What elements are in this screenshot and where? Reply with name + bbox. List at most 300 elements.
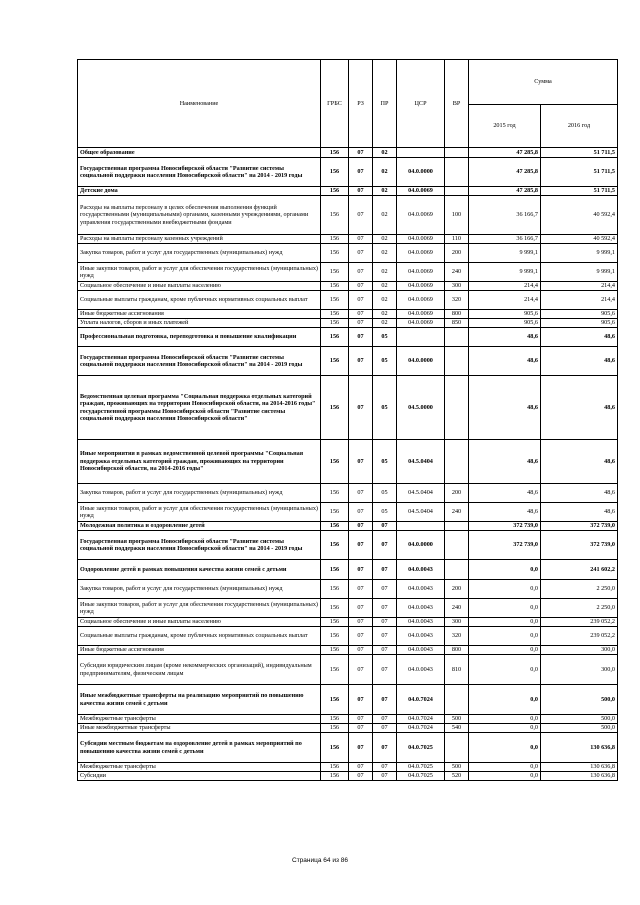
row-amount-2015: 0,0 bbox=[469, 646, 541, 655]
row-rz: 07 bbox=[349, 646, 373, 655]
row-csr: 04.0.0069 bbox=[397, 235, 445, 244]
table-row bbox=[78, 580, 618, 599]
table-row bbox=[78, 627, 618, 646]
row-csr: 04.0.0000 bbox=[397, 531, 445, 560]
row-vr: 110 bbox=[445, 235, 469, 244]
row-name: Детские дома bbox=[78, 187, 321, 196]
row-pr: 05 bbox=[373, 440, 397, 484]
row-pr: 02 bbox=[373, 196, 397, 235]
row-rz: 07 bbox=[349, 187, 373, 196]
table-row bbox=[78, 531, 618, 560]
table-row bbox=[78, 196, 618, 235]
row-grbs: 156 bbox=[321, 715, 349, 724]
row-amount-2016: 241 602,2 bbox=[541, 560, 618, 580]
row-vr: 300 bbox=[445, 618, 469, 627]
row-grbs: 156 bbox=[321, 772, 349, 781]
row-vr: 240 bbox=[445, 263, 469, 282]
row-name: Иные закупки товаров, работ и услуг для обеспечения государственных (муниципальных) нужд bbox=[78, 503, 321, 522]
row-pr: 07 bbox=[373, 618, 397, 627]
row-grbs: 156 bbox=[321, 291, 349, 310]
row-amount-2015: 905,6 bbox=[469, 310, 541, 319]
row-rz: 07 bbox=[349, 196, 373, 235]
row-rz: 07 bbox=[349, 148, 373, 158]
row-pr: 02 bbox=[373, 291, 397, 310]
row-grbs: 156 bbox=[321, 235, 349, 244]
row-grbs: 156 bbox=[321, 560, 349, 580]
row-grbs: 156 bbox=[321, 763, 349, 772]
row-rz: 07 bbox=[349, 263, 373, 282]
row-rz: 07 bbox=[349, 715, 373, 724]
row-csr: 04.0.0000 bbox=[397, 158, 445, 187]
row-vr bbox=[445, 560, 469, 580]
row-csr: 04.0.0069 bbox=[397, 310, 445, 319]
row-csr: 04.0.0069 bbox=[397, 263, 445, 282]
row-amount-2015: 0,0 bbox=[469, 560, 541, 580]
row-grbs: 156 bbox=[321, 328, 349, 347]
table-row bbox=[78, 715, 618, 724]
row-pr: 02 bbox=[373, 244, 397, 263]
row-pr: 07 bbox=[373, 655, 397, 685]
row-vr: 200 bbox=[445, 484, 469, 503]
row-amount-2016: 130 636,8 bbox=[541, 763, 618, 772]
row-pr: 02 bbox=[373, 187, 397, 196]
row-amount-2015: 0,0 bbox=[469, 685, 541, 715]
row-amount-2015: 0,0 bbox=[469, 772, 541, 781]
table-row bbox=[78, 503, 618, 522]
row-amount-2015: 48,6 bbox=[469, 347, 541, 376]
table-row bbox=[78, 244, 618, 263]
row-rz: 07 bbox=[349, 291, 373, 310]
row-csr: 04.0.0043 bbox=[397, 618, 445, 627]
table-row bbox=[78, 235, 618, 244]
col-header-sum: Сумма bbox=[469, 60, 618, 105]
row-amount-2016: 239 052,2 bbox=[541, 618, 618, 627]
row-vr: 240 bbox=[445, 599, 469, 618]
row-vr: 100 bbox=[445, 196, 469, 235]
col-header-2015: 2015 год bbox=[469, 105, 541, 148]
row-rz: 07 bbox=[349, 560, 373, 580]
row-pr: 02 bbox=[373, 148, 397, 158]
row-name: Иные межбюджетные трансферты на реализацию мероприятий по повышению качества жизни семей с детьми bbox=[78, 685, 321, 715]
row-amount-2016: 48,6 bbox=[541, 328, 618, 347]
row-csr: 04.0.0069 bbox=[397, 187, 445, 196]
row-grbs: 156 bbox=[321, 148, 349, 158]
row-rz: 07 bbox=[349, 618, 373, 627]
table-row bbox=[78, 772, 618, 781]
row-grbs: 156 bbox=[321, 376, 349, 440]
row-pr: 07 bbox=[373, 724, 397, 733]
row-vr: 800 bbox=[445, 310, 469, 319]
row-amount-2015: 905,6 bbox=[469, 319, 541, 328]
row-vr: 520 bbox=[445, 772, 469, 781]
row-rz: 07 bbox=[349, 347, 373, 376]
row-grbs: 156 bbox=[321, 347, 349, 376]
row-rz: 07 bbox=[349, 484, 373, 503]
row-csr: 04.0.7025 bbox=[397, 763, 445, 772]
row-rz: 07 bbox=[349, 282, 373, 291]
row-rz: 07 bbox=[349, 310, 373, 319]
table-row bbox=[78, 291, 618, 310]
row-amount-2015: 47 285,8 bbox=[469, 158, 541, 187]
row-name: Иные закупки товаров, работ и услуг для обеспечения государственных (муниципальных) нужд bbox=[78, 599, 321, 618]
row-name: Закупка товаров, работ и услуг для государственных (муниципальных) нужд bbox=[78, 484, 321, 503]
row-name: Иные бюджетные ассигнования bbox=[78, 310, 321, 319]
row-amount-2015: 0,0 bbox=[469, 627, 541, 646]
row-amount-2015: 47 285,8 bbox=[469, 187, 541, 196]
row-grbs: 156 bbox=[321, 531, 349, 560]
row-amount-2016: 9 999,1 bbox=[541, 263, 618, 282]
row-amount-2016: 372 739,0 bbox=[541, 531, 618, 560]
row-grbs: 156 bbox=[321, 484, 349, 503]
row-amount-2015: 0,0 bbox=[469, 599, 541, 618]
row-rz: 07 bbox=[349, 655, 373, 685]
row-amount-2015: 9 999,1 bbox=[469, 263, 541, 282]
row-name: Государственная программа Новосибирской области "Развитие системы социальной поддержки населения Новосибирской области" на 2014 - 2019 годы bbox=[78, 531, 321, 560]
row-amount-2015: 0,0 bbox=[469, 715, 541, 724]
row-csr: 04.5.0404 bbox=[397, 503, 445, 522]
row-amount-2015: 9 999,1 bbox=[469, 244, 541, 263]
row-amount-2015: 372 739,0 bbox=[469, 522, 541, 531]
row-grbs: 156 bbox=[321, 685, 349, 715]
row-name: Расходы на выплаты персоналу казенных учреждений bbox=[78, 235, 321, 244]
row-rz: 07 bbox=[349, 235, 373, 244]
row-amount-2016: 239 052,2 bbox=[541, 627, 618, 646]
row-name: Ведомственная целевая программа "Социальная поддержка отдельных категорий граждан, проживающих на территории Новосибирской области, на 2014-2016 годы" государственной программы Новосибирской области "Развитие системы социальной поддержки населения Новосибирской области" bbox=[78, 376, 321, 440]
row-amount-2015: 36 166,7 bbox=[469, 235, 541, 244]
row-amount-2015: 214,4 bbox=[469, 282, 541, 291]
row-pr: 07 bbox=[373, 627, 397, 646]
row-vr bbox=[445, 158, 469, 187]
row-pr: 07 bbox=[373, 763, 397, 772]
row-pr: 07 bbox=[373, 685, 397, 715]
row-pr: 02 bbox=[373, 158, 397, 187]
row-vr bbox=[445, 522, 469, 531]
table-row bbox=[78, 310, 618, 319]
row-name: Закупка товаров, работ и услуг для государственных (муниципальных) нужд bbox=[78, 580, 321, 599]
table-body bbox=[78, 148, 618, 781]
table-row bbox=[78, 376, 618, 440]
row-amount-2016: 905,6 bbox=[541, 319, 618, 328]
row-rz: 07 bbox=[349, 328, 373, 347]
row-grbs: 156 bbox=[321, 196, 349, 235]
table-row bbox=[78, 618, 618, 627]
row-csr: 04.0.7024 bbox=[397, 685, 445, 715]
row-amount-2015: 0,0 bbox=[469, 655, 541, 685]
row-amount-2016: 905,6 bbox=[541, 310, 618, 319]
row-amount-2016: 2 250,0 bbox=[541, 580, 618, 599]
table-row bbox=[78, 685, 618, 715]
row-pr: 07 bbox=[373, 772, 397, 781]
row-amount-2016: 48,6 bbox=[541, 440, 618, 484]
row-amount-2015: 0,0 bbox=[469, 580, 541, 599]
row-amount-2015: 0,0 bbox=[469, 733, 541, 763]
row-vr bbox=[445, 376, 469, 440]
row-amount-2015: 0,0 bbox=[469, 618, 541, 627]
row-amount-2016: 130 636,8 bbox=[541, 733, 618, 763]
table-row bbox=[78, 560, 618, 580]
col-header-csr: ЦСР bbox=[397, 60, 445, 148]
table-row bbox=[78, 724, 618, 733]
table-row bbox=[78, 328, 618, 347]
row-pr: 07 bbox=[373, 522, 397, 531]
row-grbs: 156 bbox=[321, 627, 349, 646]
row-name: Межбюджетные трансферты bbox=[78, 763, 321, 772]
row-vr: 540 bbox=[445, 724, 469, 733]
row-name: Межбюджетные трансферты bbox=[78, 715, 321, 724]
page-footer: Страница 64 из 86 bbox=[292, 857, 348, 864]
row-vr bbox=[445, 685, 469, 715]
row-csr bbox=[397, 328, 445, 347]
row-vr bbox=[445, 347, 469, 376]
row-vr: 500 bbox=[445, 715, 469, 724]
row-csr: 04.5.0404 bbox=[397, 440, 445, 484]
row-vr: 810 bbox=[445, 655, 469, 685]
row-vr bbox=[445, 531, 469, 560]
table-row bbox=[78, 158, 618, 187]
col-header-vr: ВР bbox=[445, 60, 469, 148]
row-name: Закупка товаров, работ и услуг для государственных (муниципальных) нужд bbox=[78, 244, 321, 263]
table-row bbox=[78, 599, 618, 618]
row-csr: 04.0.7025 bbox=[397, 772, 445, 781]
row-csr: 04.0.0000 bbox=[397, 347, 445, 376]
row-csr: 04.0.0043 bbox=[397, 560, 445, 580]
row-vr bbox=[445, 187, 469, 196]
row-pr: 02 bbox=[373, 319, 397, 328]
row-name: Субсидии юридическим лицам (кроме некоммерческих организаций), индивидуальным предпринимателям, физическим лицам bbox=[78, 655, 321, 685]
row-amount-2015: 0,0 bbox=[469, 763, 541, 772]
row-grbs: 156 bbox=[321, 158, 349, 187]
row-vr bbox=[445, 148, 469, 158]
row-pr: 05 bbox=[373, 484, 397, 503]
row-csr: 04.0.0069 bbox=[397, 319, 445, 328]
row-grbs: 156 bbox=[321, 503, 349, 522]
row-rz: 07 bbox=[349, 522, 373, 531]
row-csr: 04.5.0404 bbox=[397, 484, 445, 503]
row-amount-2016: 40 592,4 bbox=[541, 196, 618, 235]
row-vr: 240 bbox=[445, 503, 469, 522]
row-rz: 07 bbox=[349, 763, 373, 772]
row-grbs: 156 bbox=[321, 618, 349, 627]
row-name: Общее образование bbox=[78, 148, 321, 158]
row-amount-2016: 51 711,5 bbox=[541, 148, 618, 158]
row-amount-2016: 9 999,1 bbox=[541, 244, 618, 263]
row-rz: 07 bbox=[349, 158, 373, 187]
row-csr: 04.0.7025 bbox=[397, 733, 445, 763]
row-rz: 07 bbox=[349, 599, 373, 618]
row-rz: 07 bbox=[349, 440, 373, 484]
row-vr: 800 bbox=[445, 646, 469, 655]
row-amount-2016: 214,4 bbox=[541, 282, 618, 291]
row-rz: 07 bbox=[349, 733, 373, 763]
row-pr: 05 bbox=[373, 503, 397, 522]
row-csr: 04.0.0043 bbox=[397, 646, 445, 655]
row-amount-2016: 2 250,0 bbox=[541, 599, 618, 618]
row-vr: 200 bbox=[445, 244, 469, 263]
row-amount-2016: 51 711,5 bbox=[541, 187, 618, 196]
row-amount-2015: 47 285,8 bbox=[469, 148, 541, 158]
row-amount-2016: 48,6 bbox=[541, 503, 618, 522]
row-csr: 04.0.0043 bbox=[397, 627, 445, 646]
row-grbs: 156 bbox=[321, 187, 349, 196]
row-rz: 07 bbox=[349, 580, 373, 599]
table-row bbox=[78, 522, 618, 531]
row-amount-2015: 48,6 bbox=[469, 503, 541, 522]
row-amount-2015: 48,6 bbox=[469, 328, 541, 347]
table-row bbox=[78, 319, 618, 328]
row-grbs: 156 bbox=[321, 599, 349, 618]
table-row bbox=[78, 148, 618, 158]
row-csr: 04.0.0043 bbox=[397, 580, 445, 599]
col-header-2016: 2016 год bbox=[541, 105, 618, 148]
row-name: Социальное обеспечение и иные выплаты населению bbox=[78, 282, 321, 291]
table-row bbox=[78, 282, 618, 291]
row-vr: 320 bbox=[445, 627, 469, 646]
row-pr: 07 bbox=[373, 531, 397, 560]
row-vr bbox=[445, 328, 469, 347]
row-csr: 04.0.0069 bbox=[397, 291, 445, 310]
row-pr: 07 bbox=[373, 733, 397, 763]
row-name: Иные мероприятия в рамках ведомственной целевой программы "Социальная поддержка отдельных категорий граждан, проживающих на территории Новосибирской области, на 2014-2016 годы" bbox=[78, 440, 321, 484]
row-amount-2015: 214,4 bbox=[469, 291, 541, 310]
table-row bbox=[78, 440, 618, 484]
row-rz: 07 bbox=[349, 244, 373, 263]
row-pr: 07 bbox=[373, 646, 397, 655]
row-grbs: 156 bbox=[321, 263, 349, 282]
row-amount-2016: 500,0 bbox=[541, 715, 618, 724]
row-vr: 300 bbox=[445, 282, 469, 291]
table-row bbox=[78, 646, 618, 655]
row-amount-2016: 51 711,5 bbox=[541, 158, 618, 187]
row-amount-2016: 300,0 bbox=[541, 655, 618, 685]
row-amount-2015: 0,0 bbox=[469, 724, 541, 733]
row-amount-2016: 48,6 bbox=[541, 376, 618, 440]
row-csr: 04.0.0043 bbox=[397, 655, 445, 685]
table-row bbox=[78, 655, 618, 685]
row-rz: 07 bbox=[349, 724, 373, 733]
row-amount-2016: 130 636,8 bbox=[541, 772, 618, 781]
table-row bbox=[78, 733, 618, 763]
row-amount-2015: 48,6 bbox=[469, 484, 541, 503]
row-pr: 07 bbox=[373, 599, 397, 618]
row-grbs: 156 bbox=[321, 733, 349, 763]
row-name: Уплата налогов, сборов и иных платежей bbox=[78, 319, 321, 328]
row-name: Социальное обеспечение и иные выплаты населению bbox=[78, 618, 321, 627]
row-rz: 07 bbox=[349, 685, 373, 715]
row-csr: 04.0.7024 bbox=[397, 715, 445, 724]
row-csr: 04.0.0069 bbox=[397, 244, 445, 263]
row-pr: 05 bbox=[373, 376, 397, 440]
row-grbs: 156 bbox=[321, 440, 349, 484]
row-pr: 07 bbox=[373, 715, 397, 724]
row-pr: 02 bbox=[373, 235, 397, 244]
table-row bbox=[78, 484, 618, 503]
row-grbs: 156 bbox=[321, 282, 349, 291]
row-csr: 04.0.0069 bbox=[397, 196, 445, 235]
row-csr: 04.0.0043 bbox=[397, 599, 445, 618]
row-amount-2015: 48,6 bbox=[469, 376, 541, 440]
row-amount-2016: 48,6 bbox=[541, 484, 618, 503]
col-header-rz: РЗ bbox=[349, 60, 373, 148]
table-row bbox=[78, 187, 618, 196]
row-csr bbox=[397, 148, 445, 158]
row-grbs: 156 bbox=[321, 724, 349, 733]
row-name: Социальные выплаты гражданам, кроме публичных нормативных социальных выплат bbox=[78, 627, 321, 646]
row-name: Расходы на выплаты персоналу в целях обеспечения выполнения функций государственными (муниципальными) органами, казенными учреждениями, органами управления государственными внебюджетными фондами bbox=[78, 196, 321, 235]
row-grbs: 156 bbox=[321, 580, 349, 599]
budget-table bbox=[77, 59, 618, 781]
row-name: Молодежная политика и оздоровление детей bbox=[78, 522, 321, 531]
table-row bbox=[78, 763, 618, 772]
row-pr: 02 bbox=[373, 263, 397, 282]
row-pr: 02 bbox=[373, 310, 397, 319]
row-vr: 500 bbox=[445, 763, 469, 772]
row-amount-2015: 48,6 bbox=[469, 440, 541, 484]
row-name: Иные межбюджетные трансферты bbox=[78, 724, 321, 733]
row-pr: 05 bbox=[373, 328, 397, 347]
row-amount-2016: 300,0 bbox=[541, 646, 618, 655]
row-vr: 200 bbox=[445, 580, 469, 599]
row-grbs: 156 bbox=[321, 244, 349, 263]
row-rz: 07 bbox=[349, 376, 373, 440]
row-vr: 850 bbox=[445, 319, 469, 328]
row-amount-2016: 48,6 bbox=[541, 347, 618, 376]
row-rz: 07 bbox=[349, 503, 373, 522]
row-csr: 04.5.0000 bbox=[397, 376, 445, 440]
col-header-grbs: ГРБС bbox=[321, 60, 349, 148]
row-amount-2016: 500,0 bbox=[541, 724, 618, 733]
row-amount-2016: 500,0 bbox=[541, 685, 618, 715]
row-rz: 07 bbox=[349, 627, 373, 646]
row-name: Субсидии местным бюджетам на оздоровление детей в рамках мероприятий по повышению качества жизни семей с детьми bbox=[78, 733, 321, 763]
row-pr: 02 bbox=[373, 282, 397, 291]
row-name: Оздоровление детей в рамках повышения качества жизни семей с детьми bbox=[78, 560, 321, 580]
budget-sheet bbox=[77, 59, 617, 781]
row-amount-2016: 40 592,4 bbox=[541, 235, 618, 244]
row-vr: 320 bbox=[445, 291, 469, 310]
row-name: Государственная программа Новосибирской области "Развитие системы социальной поддержки населения Новосибирской области" на 2014 - 2019 годы bbox=[78, 347, 321, 376]
table-row bbox=[78, 347, 618, 376]
row-name: Социальные выплаты гражданам, кроме публичных нормативных социальных выплат bbox=[78, 291, 321, 310]
row-pr: 07 bbox=[373, 560, 397, 580]
row-name: Государственная программа Новосибирской области "Развитие системы социальной поддержки населения Новосибирской области" на 2014 - 2019 годы bbox=[78, 158, 321, 187]
row-rz: 07 bbox=[349, 531, 373, 560]
row-rz: 07 bbox=[349, 319, 373, 328]
row-grbs: 156 bbox=[321, 646, 349, 655]
row-amount-2016: 372 739,0 bbox=[541, 522, 618, 531]
row-name: Иные бюджетные ассигнования bbox=[78, 646, 321, 655]
col-header-pr: ПР bbox=[373, 60, 397, 148]
row-pr: 05 bbox=[373, 347, 397, 376]
row-csr bbox=[397, 522, 445, 531]
row-csr: 04.0.7024 bbox=[397, 724, 445, 733]
row-vr bbox=[445, 440, 469, 484]
row-csr: 04.0.0069 bbox=[397, 282, 445, 291]
row-grbs: 156 bbox=[321, 655, 349, 685]
row-amount-2015: 372 739,0 bbox=[469, 531, 541, 560]
row-name: Иные закупки товаров, работ и услуг для обеспечения государственных (муниципальных) нужд bbox=[78, 263, 321, 282]
row-amount-2016: 214,4 bbox=[541, 291, 618, 310]
row-pr: 07 bbox=[373, 580, 397, 599]
row-vr bbox=[445, 733, 469, 763]
row-grbs: 156 bbox=[321, 319, 349, 328]
row-grbs: 156 bbox=[321, 310, 349, 319]
col-header-name: Наименование bbox=[78, 60, 321, 148]
table-row bbox=[78, 263, 618, 282]
row-name: Субсидии bbox=[78, 772, 321, 781]
row-rz: 07 bbox=[349, 772, 373, 781]
row-amount-2015: 36 166,7 bbox=[469, 196, 541, 235]
row-name: Профессиональная подготовка, переподготовка и повышение квалификации bbox=[78, 328, 321, 347]
